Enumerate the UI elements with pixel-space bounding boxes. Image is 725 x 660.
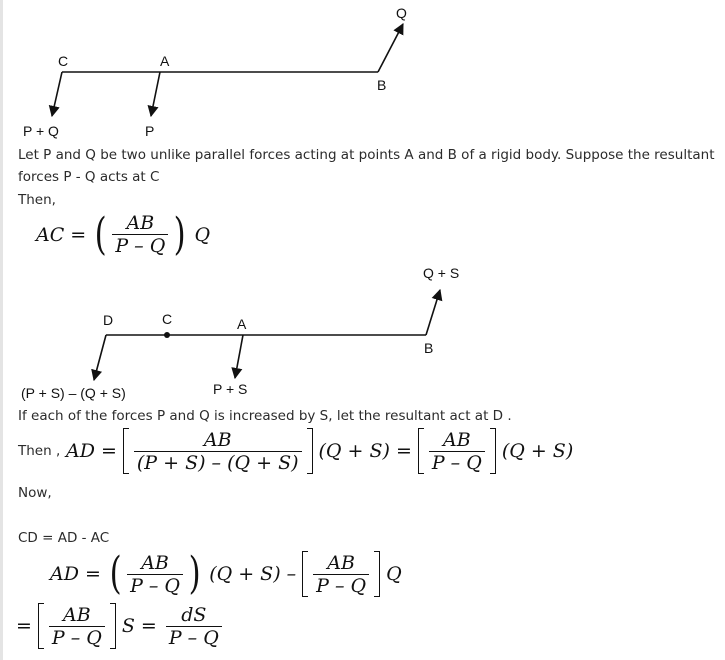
eq4-factor-1: S bbox=[121, 615, 135, 637]
paragraph-line-2: forces P - Q acts at C bbox=[18, 169, 160, 185]
eq2-numerator-1: AB bbox=[203, 428, 232, 451]
force-arrow-d bbox=[94, 335, 106, 380]
eq3-numerator-2: AB bbox=[327, 551, 355, 574]
paragraph-line-1: Let P and Q be two unlike parallel forces acting at points A and B of a rigid body. Suppose the resultant bbox=[18, 147, 715, 163]
eq1-denominator: P – Q bbox=[112, 234, 168, 257]
label-a-2: A bbox=[237, 316, 247, 332]
equation-cd-result: = $\frac{AB}{P - Q}$ S = $\frac{dS}{P - Q}$ bbox=[16, 603, 225, 649]
eq3-denominator-2: P – Q bbox=[313, 574, 369, 597]
force-arrow-b-2 bbox=[426, 290, 440, 335]
eq3-factor-2: Q bbox=[386, 563, 402, 585]
eq2-denominator-2: P – Q bbox=[429, 451, 485, 474]
eq2-fraction-2 bbox=[429, 429, 485, 474]
label-ps-minus-qs: (P + S) – (Q + S) bbox=[21, 385, 126, 401]
eq2-numerator-2: AB bbox=[442, 428, 471, 451]
eq3-numerator-1: AB bbox=[141, 551, 169, 574]
label-a: A bbox=[160, 53, 170, 69]
label-p-plus-s: P + S bbox=[213, 381, 248, 397]
eq2-factor-1: (Q + S) bbox=[318, 440, 390, 462]
eq4-numerator-1: AB bbox=[63, 603, 91, 626]
eq1-lhs: AC bbox=[36, 223, 65, 246]
eq1-numerator: AB bbox=[126, 212, 155, 234]
eq2-fraction-1 bbox=[134, 429, 302, 474]
eq4-numerator-2: dS bbox=[181, 603, 207, 626]
eq4-fraction-2 bbox=[166, 604, 222, 649]
eq3-fraction-2 bbox=[313, 552, 369, 597]
eq2-lhs: AD bbox=[66, 440, 95, 462]
eq3-denominator-1: P – Q bbox=[127, 574, 183, 597]
then-label-2: Then , bbox=[18, 443, 61, 459]
label-b: B bbox=[377, 77, 387, 93]
equation-ad-2: AD = ( $\frac{AB}{P - Q}$ ) (Q + S) – $\frac{AB}{P - Q}$ Q bbox=[50, 548, 402, 599]
label-q: Q bbox=[396, 5, 407, 21]
label-q-plus-s: Q + S bbox=[423, 265, 460, 281]
label-c: C bbox=[58, 53, 69, 69]
label-c-2: C bbox=[162, 311, 173, 327]
eq3-lhs: AD bbox=[50, 563, 79, 585]
eq2-denominator-1: (P + S) – (Q + S) bbox=[134, 451, 302, 474]
eq3-fraction-1 bbox=[127, 552, 183, 597]
paragraph-increase: If each of the forces P and Q is increased by S, let the resultant act at D . bbox=[18, 408, 512, 424]
force-arrow-a-2 bbox=[235, 335, 243, 378]
point-c-dot bbox=[164, 332, 170, 338]
eq4-denominator-1: P – Q bbox=[49, 626, 105, 649]
equation-ad-1: AD = $\frac{AB}{(P + S) - (Q + S)}$ (Q + S) = $\frac{AB}{P - Q}$ (Q + S) bbox=[66, 428, 574, 474]
then-label-1: Then, bbox=[18, 192, 56, 208]
label-b-2: B bbox=[424, 340, 434, 356]
label-p-plus-q: P + Q bbox=[23, 123, 59, 139]
equation-ac: AC = ( $\frac{AB}{P - Q}$ ) Q bbox=[36, 208, 211, 260]
eq3-factor-1: (Q + S) – bbox=[209, 563, 297, 585]
label-p: P bbox=[145, 123, 155, 139]
now-label: Now, bbox=[18, 485, 52, 501]
eq4-denominator-2: P – Q bbox=[166, 626, 222, 649]
eq4-fraction-1 bbox=[49, 604, 105, 649]
label-d: D bbox=[103, 312, 114, 328]
eq1-factor: Q bbox=[194, 223, 211, 246]
cd-equation-text: CD = AD - AC bbox=[18, 530, 110, 546]
eq2-factor-2: (Q + S) bbox=[501, 440, 574, 462]
